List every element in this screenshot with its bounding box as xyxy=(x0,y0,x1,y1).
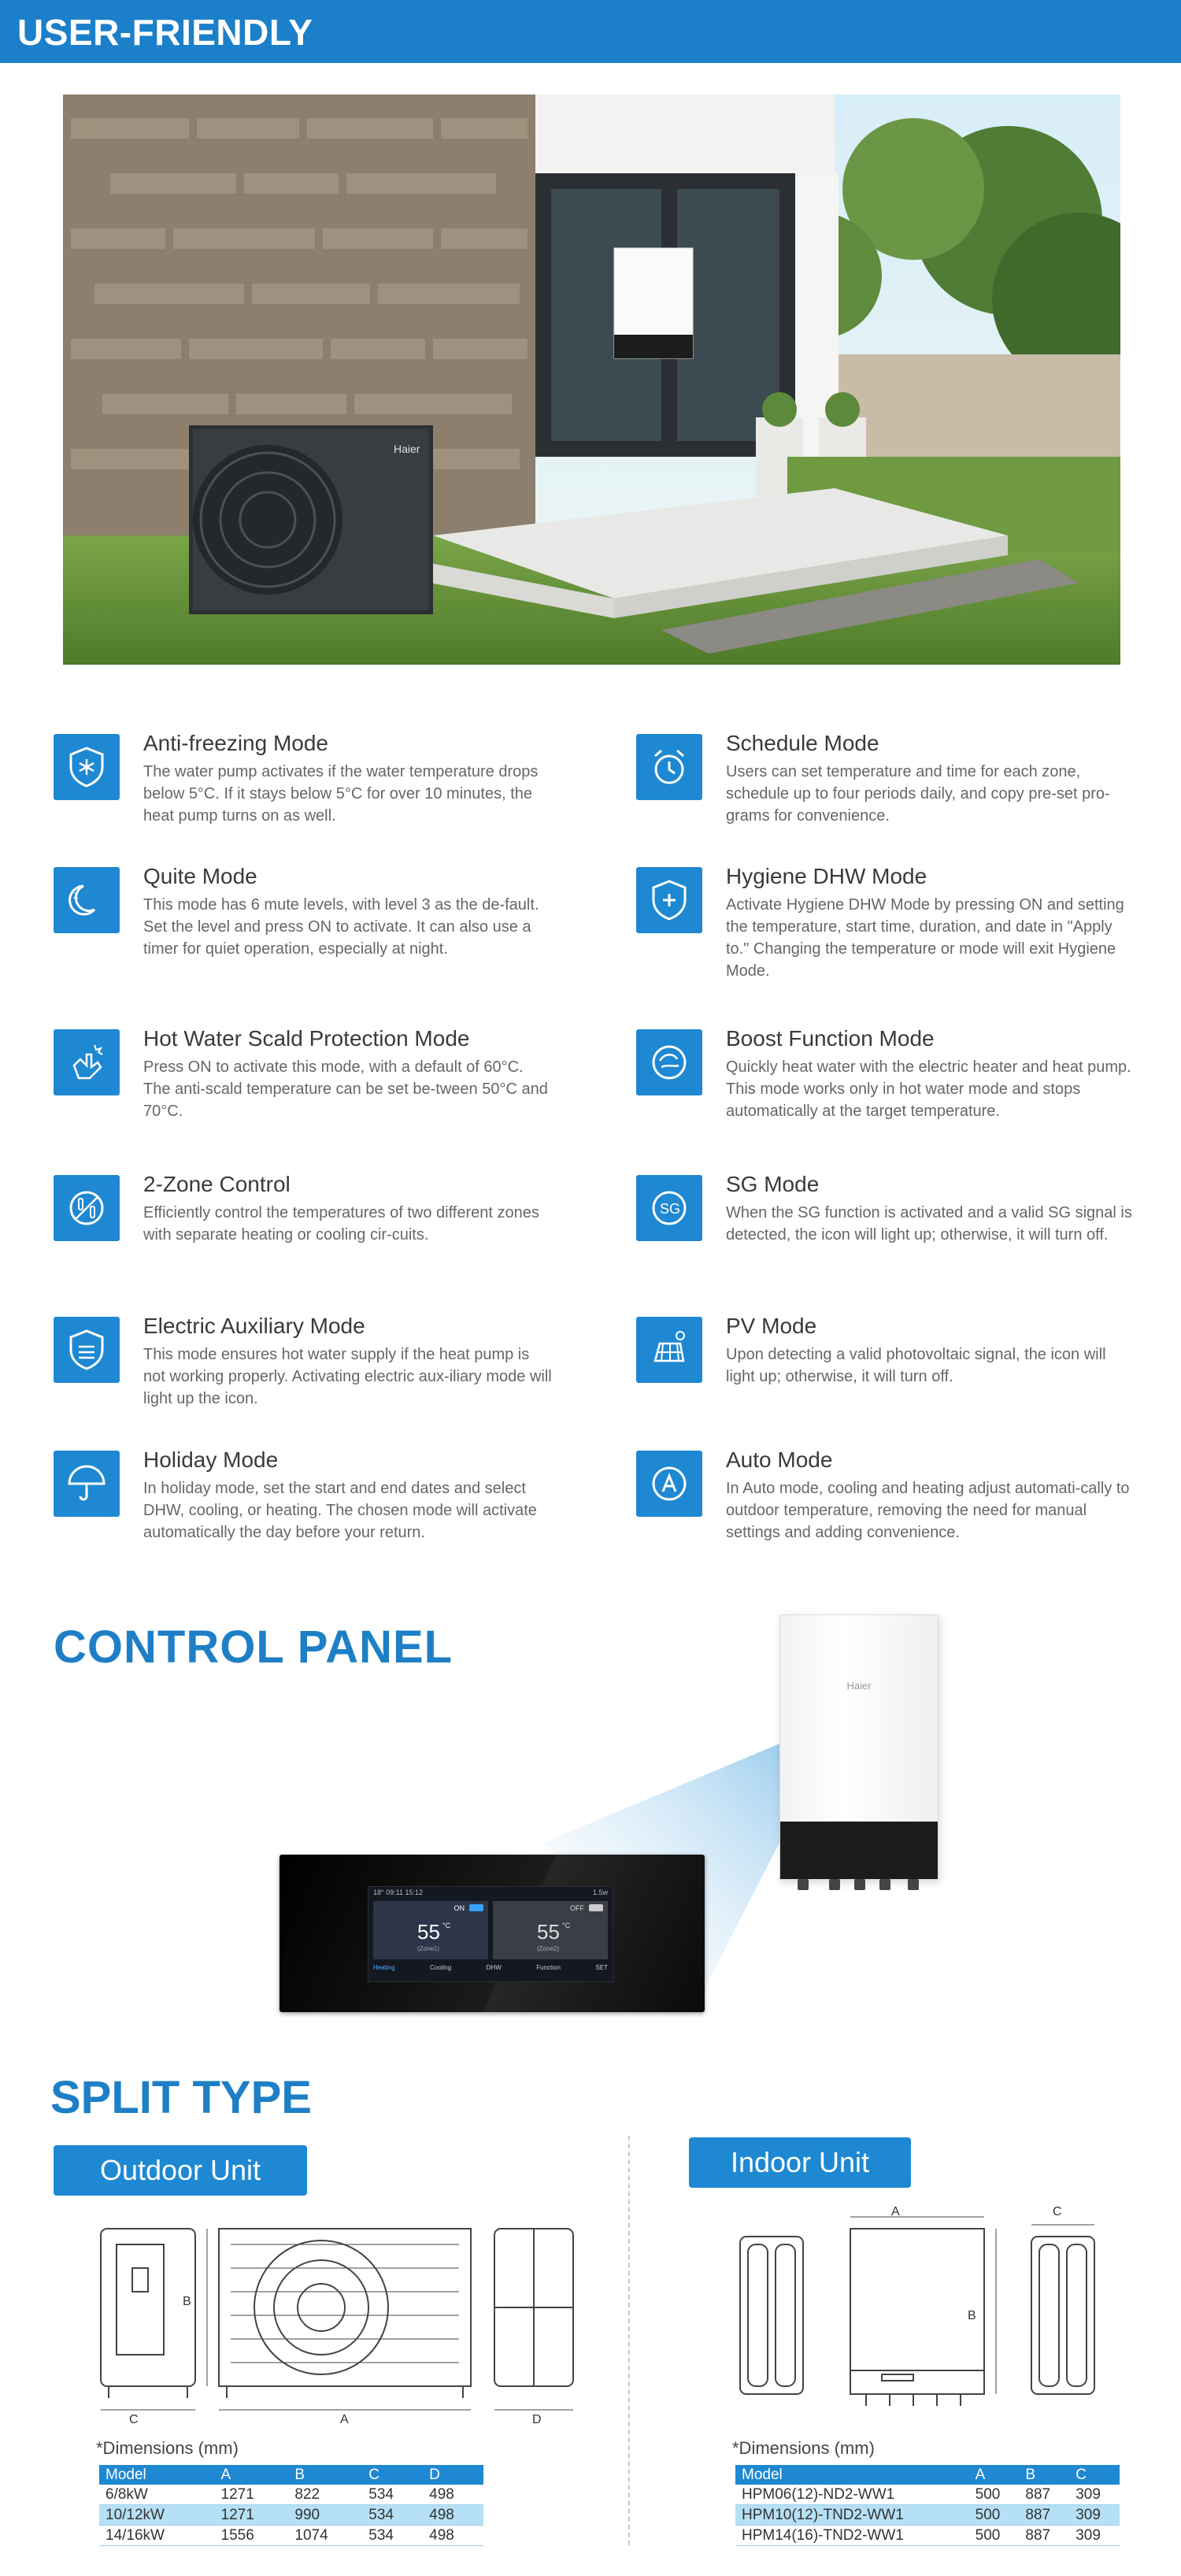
table-cell: 10/12kW xyxy=(99,2505,215,2526)
dim-label-b: B xyxy=(183,2295,191,2308)
sg-icon xyxy=(636,1175,702,1241)
feature-title: Anti-freezing Mode xyxy=(143,731,329,755)
column-header: A xyxy=(215,2465,289,2485)
zone1-temp: 55 xyxy=(417,1920,440,1944)
screen-status: 18° 09:11 15:12 xyxy=(373,1888,423,1896)
column-header: C xyxy=(1069,2465,1120,2485)
indoor-dim-label-c: C xyxy=(1053,2205,1062,2218)
outdoor-unit-label: Outdoor Unit xyxy=(54,2145,307,2196)
table-cell: 500 xyxy=(969,2526,1020,2546)
auto-a-icon xyxy=(636,1451,702,1517)
screen-tab-dhw[interactable]: DHW xyxy=(486,1964,502,1971)
table-cell: 500 xyxy=(969,2485,1020,2505)
dim-label-a: A xyxy=(340,2413,349,2426)
table-cell: 887 xyxy=(1019,2526,1069,2546)
table-cell: 1271 xyxy=(215,2485,289,2505)
zone1-label: (Zone1) xyxy=(417,1945,440,1952)
table-cell: 309 xyxy=(1069,2505,1120,2526)
table-cell: HPM14(16)-TND2-WW1 xyxy=(735,2526,969,2546)
screen-tab-set[interactable]: SET xyxy=(595,1964,608,1971)
table-row xyxy=(735,2526,1120,2546)
outdoor-dimensions-table xyxy=(99,2465,483,2546)
table-cell: 822 xyxy=(288,2485,362,2505)
table-cell: 534 xyxy=(362,2505,423,2526)
table-cell: 309 xyxy=(1069,2485,1120,2505)
feature-description: This mode ensures hot water supply if the heat pump is not working properly. Activating electric aux-iliary mode will light up the icon. xyxy=(143,1346,552,1407)
table-cell: HPM10(12)-TND2-WW1 xyxy=(735,2505,969,2526)
table-cell: 498 xyxy=(423,2526,483,2546)
umbrella-icon xyxy=(54,1451,120,1517)
feature-description: Efficiently control the temperatures of two different zones with separate heating or cooling cir-cuits. xyxy=(143,1204,539,1244)
moon-z-icon xyxy=(54,867,120,933)
plus-shield-icon xyxy=(636,867,702,933)
alarm-clock-icon xyxy=(636,734,702,800)
screen-tab-heating[interactable]: Heating xyxy=(373,1964,395,1971)
feature-title: Schedule Mode xyxy=(726,731,879,755)
feature-description: In Auto mode, cooling and heating adjust automati-cally to outdoor temperature, removing the need for manual settings and adding convenience. xyxy=(726,1480,1130,1541)
table-cell: 500 xyxy=(969,2505,1020,2526)
table-cell: 534 xyxy=(362,2526,423,2546)
table-cell: 1074 xyxy=(288,2526,362,2546)
screen-tab-function[interactable]: Function xyxy=(536,1964,561,1971)
table-row xyxy=(99,2485,483,2505)
feature-description: Users can set temperature and time for each zone, schedule up to four periods daily, and copy pre-set pro-grams for convenience. xyxy=(726,763,1110,825)
section-title: USER-FRIENDLY xyxy=(17,12,313,53)
dim-label-d: D xyxy=(532,2413,542,2426)
feature-description: The water pump activates if the water temperature drops below 5°C. If it stays below 5°C for over 10 minutes, the heat pump turns on as well. xyxy=(143,763,539,825)
table-cell: 990 xyxy=(288,2505,362,2526)
feature-title: PV Mode xyxy=(726,1314,817,1338)
table-cell: HPM06(12)-ND2-WW1 xyxy=(735,2485,969,2505)
indoor-unit-image xyxy=(779,1614,939,1880)
indoor-unit-label: Indoor Unit xyxy=(689,2137,911,2188)
feature-title: Quite Mode xyxy=(143,864,257,888)
feature-title: Electric Auxiliary Mode xyxy=(143,1314,365,1338)
feature-title: Hot Water Scald Protection Mode xyxy=(143,1026,470,1051)
table-cell: 887 xyxy=(1019,2505,1069,2526)
boost-swirl-icon xyxy=(636,1029,702,1095)
table-header-row xyxy=(99,2465,483,2485)
svg-text:SG: SG xyxy=(660,1201,681,1217)
feature-description: Upon detecting a valid photovoltaic signal, the icon will light up; otherwise, it will turn off. xyxy=(726,1346,1106,1385)
feature-title: Boost Function Mode xyxy=(726,1026,935,1051)
table-cell: 14/16kW xyxy=(99,2526,215,2546)
column-header: Model xyxy=(735,2465,969,2485)
panel-screen xyxy=(368,1886,613,1982)
table-cell: 1271 xyxy=(215,2505,289,2526)
feature-title: Hygiene DHW Mode xyxy=(726,864,927,888)
table-cell: 1556 xyxy=(215,2526,289,2546)
zone2-temp: 55 xyxy=(537,1920,560,1944)
zone2-off-label: OFF xyxy=(570,1904,584,1912)
feature-title: SG Mode xyxy=(726,1172,820,1196)
table-cell: 498 xyxy=(423,2505,483,2526)
outdoor-dimensions-caption: *Dimensions (mm) xyxy=(96,2438,239,2458)
table-row xyxy=(735,2485,1120,2505)
svg-text:z: z xyxy=(73,888,79,901)
table-row xyxy=(99,2526,483,2546)
feature-description: Activate Hygiene DHW Mode by pressing ON and setting the temperature, start time, duration, and date in "Apply to." Changing the temperature or mode will exit Hygiene Mode. xyxy=(726,896,1124,980)
zone1-tile[interactable] xyxy=(373,1901,488,1959)
zone2-tile[interactable] xyxy=(493,1901,608,1959)
column-header: B xyxy=(288,2465,362,2485)
control-panel-device xyxy=(280,1855,705,2012)
feature-title: Auto Mode xyxy=(726,1447,833,1472)
solar-panel-icon xyxy=(636,1317,702,1383)
column-header: B xyxy=(1019,2465,1069,2485)
snowflake-shield-icon xyxy=(54,734,120,800)
feature-description: In holiday mode, set the start and end dates and select DHW, cooling, or heating. The chosen mode will activate automatically the day before your return. xyxy=(143,1480,537,1541)
indoor-brand: Haier xyxy=(846,1680,872,1692)
indoor-dim-label-a: A xyxy=(891,2205,900,2218)
hero-image xyxy=(63,95,1120,665)
control-panel-title: CONTROL PANEL xyxy=(54,1622,454,1673)
column-header: A xyxy=(969,2465,1020,2485)
split-type-title: SPLIT TYPE xyxy=(50,2072,312,2123)
feature-description: Press ON to activate this mode, with a default of 60°C. The anti-scald temperature can be set be-tween 50°C and 70°C. xyxy=(143,1058,548,1120)
table-cell: 534 xyxy=(362,2485,423,2505)
zone2-unit: °C xyxy=(562,1922,571,1929)
table-row xyxy=(735,2505,1120,2526)
feature-title: Holiday Mode xyxy=(143,1447,279,1472)
table-cell: 6/8kW xyxy=(99,2485,215,2505)
hand-burst-icon xyxy=(54,1029,120,1095)
column-header: Model xyxy=(99,2465,215,2485)
table-header-row xyxy=(735,2465,1120,2485)
dim-label-c: C xyxy=(129,2413,139,2426)
feature-description: Quickly heat water with the electric heater and heat pump. This mode works only in hot water mode and stops automatically at the target temperature. xyxy=(726,1058,1131,1120)
table-cell: 309 xyxy=(1069,2526,1120,2546)
zone2-label: (Zone2) xyxy=(537,1945,560,1952)
table-cell: 887 xyxy=(1019,2485,1069,2505)
hero-brand-text: Haier xyxy=(394,443,420,455)
electric-heater-icon xyxy=(54,1317,120,1383)
two-zone-thermometer-icon xyxy=(54,1175,120,1241)
feature-title: 2-Zone Control xyxy=(143,1172,291,1196)
indoor-dimension-drawing xyxy=(732,2205,1102,2426)
table-cell: 498 xyxy=(423,2485,483,2505)
zone2-toggle[interactable] xyxy=(589,1904,603,1911)
zone1-toggle[interactable] xyxy=(469,1904,483,1911)
feature-description: When the SG function is activated and a valid SG signal is detected, the icon will light up; otherwise, it will turn off. xyxy=(726,1204,1132,1244)
indoor-unit-base xyxy=(780,1822,938,1879)
indoor-dimensions-table xyxy=(735,2465,1120,2546)
zone1-on-label: ON xyxy=(454,1904,465,1912)
column-header: C xyxy=(362,2465,423,2485)
feature-description: This mode has 6 mute levels, with level 3 as the de-fault. Set the level and press ON to activate. It can also use a timer for quiet operation, especially at night. xyxy=(143,896,539,958)
indoor-dimensions-caption: *Dimensions (mm) xyxy=(732,2438,875,2458)
outdoor-dimension-drawing xyxy=(93,2221,581,2426)
screen-tab-bar xyxy=(373,1964,608,1977)
column-header: D xyxy=(423,2465,483,2485)
column-divider xyxy=(628,2136,630,2545)
screen-signal: 1.5w xyxy=(592,1888,608,1896)
table-row xyxy=(99,2505,483,2526)
indoor-dim-label-b: B xyxy=(968,2309,976,2322)
zone1-unit: °C xyxy=(442,1922,451,1929)
screen-tab-cooling[interactable]: Cooling xyxy=(430,1964,452,1971)
pipe-connectors xyxy=(798,1879,920,1890)
